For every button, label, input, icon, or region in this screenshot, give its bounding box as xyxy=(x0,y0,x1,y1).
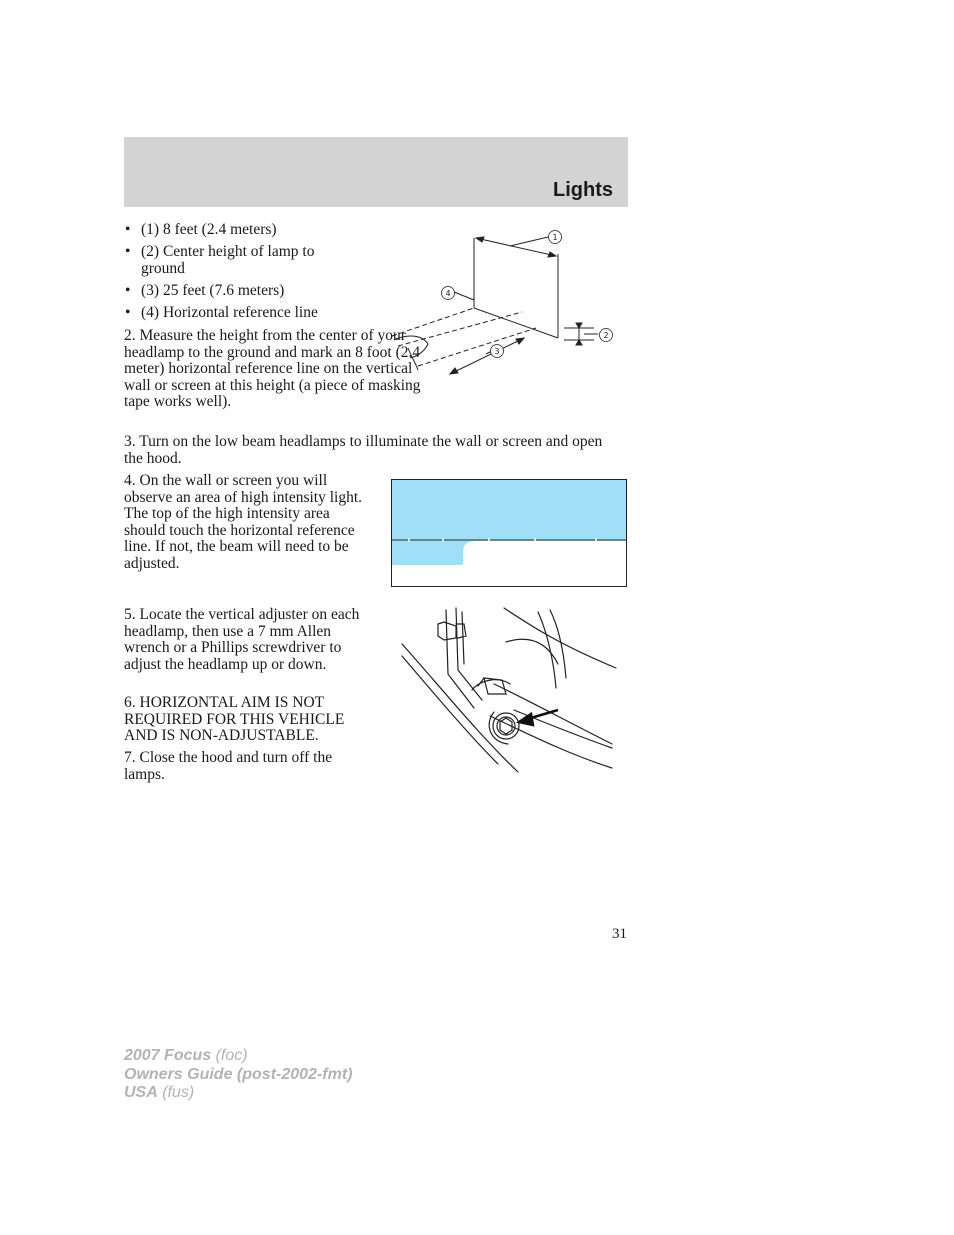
vertical-adjuster-illustration xyxy=(398,604,618,776)
page-number: 31 xyxy=(612,926,627,942)
step-6-text: 6. HORIZONTAL AIM IS NOT REQUIRED FOR THIS VEHICLE AND IS NON-ADJUSTABLE. xyxy=(124,694,345,745)
callout-legend-list xyxy=(124,222,374,327)
list-item: • (2) Center height of lamp to ground xyxy=(125,243,315,277)
bullet-glyph: • xyxy=(125,221,131,238)
callout-1: 1 xyxy=(552,233,558,242)
step-2-text: 2. Measure the height from the center of your headlamp to the ground and mark an 8 foot (2.4 meter) horizontal reference line on the vertical wall or screen at this height (a piece of masking tape works well). xyxy=(124,327,421,411)
callout-3: 3 xyxy=(494,347,500,356)
step-3-text: 3. Turn on the low beam headlamps to illuminate the wall or screen and open the hood. xyxy=(124,433,603,467)
bullet-glyph: • xyxy=(125,281,131,299)
step-5-text: 5. Locate the vertical adjuster on each headlamp, then use a 7 mm Allen wrench or a Phillips screwdriver to adjust the headlamp up or down. xyxy=(124,606,360,673)
bullet-glyph: • xyxy=(125,243,131,261)
beam-pattern-illustration xyxy=(391,479,627,588)
document-footer xyxy=(124,1047,352,1103)
step-4-text: 4. On the wall or screen you will observe an area of high intensity light. The top of the high intensity area should touch the horizontal reference line. If not, the beam will need to be adjusted. xyxy=(124,472,363,572)
callout-2: 2 xyxy=(603,331,609,340)
callout-4: 4 xyxy=(445,289,451,298)
footer-market-line: USA (fus) xyxy=(124,1084,195,1101)
list-item: • (3) 25 feet (7.6 meters) xyxy=(125,281,285,299)
step-7-text: 7. Close the hood and turn off the lamps. xyxy=(124,749,333,783)
list-item: • (4) Horizontal reference line xyxy=(125,303,318,321)
section-header-band xyxy=(124,137,628,207)
footer-guide-line: Owners Guide (post-2002-fmt) xyxy=(124,1065,353,1083)
section-title: Lights xyxy=(553,179,613,201)
list-item: • (1) 8 feet (2.4 meters) xyxy=(125,221,277,238)
footer-model-line: 2007 Focus (foc) xyxy=(124,1047,248,1064)
bullet-glyph: • xyxy=(125,303,131,321)
